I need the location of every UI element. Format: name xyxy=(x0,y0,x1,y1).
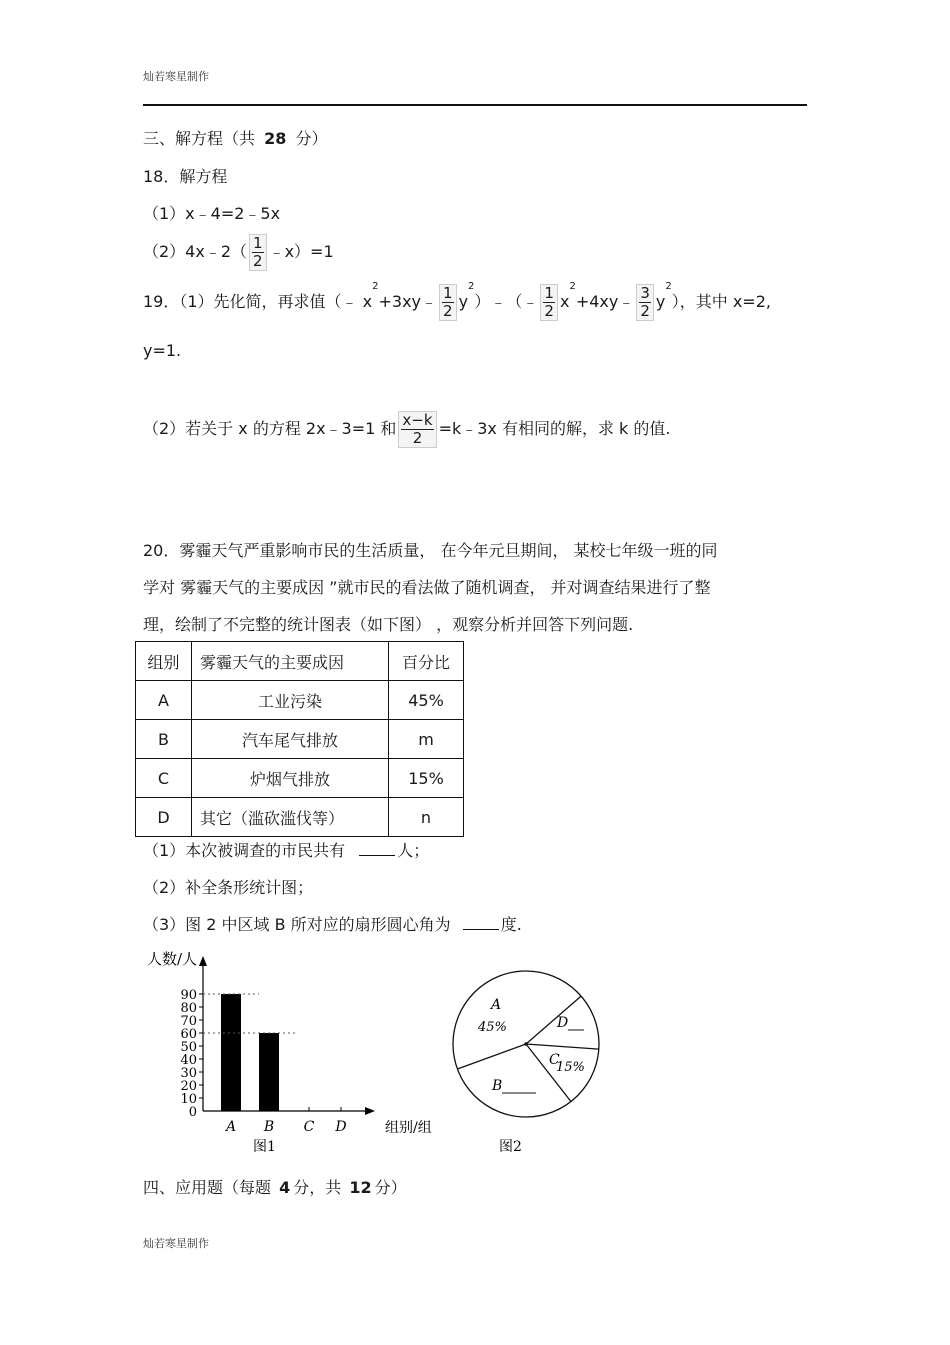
y-tick-label: 0 xyxy=(188,1105,197,1120)
fraction-denominator: 2 xyxy=(544,302,554,320)
fraction-denominator: 2 xyxy=(443,302,453,320)
q19-fraction-1 xyxy=(439,284,457,321)
fraction-numerator: 1 xyxy=(443,284,453,302)
superscript: 2 xyxy=(372,281,379,292)
q19-text-h: ），其中 x=2, xyxy=(671,292,771,311)
page-footer: 灿若寒星制作 xyxy=(143,1237,209,1250)
bar-chart xyxy=(147,950,432,1154)
pie-label-c: C xyxy=(549,1052,560,1068)
table-cell: n xyxy=(389,798,464,837)
q20-sub1-end: 人； xyxy=(397,841,430,860)
fraction-denominator: 2 xyxy=(253,252,263,270)
q20-line3: 理，绘制了不完整的统计图表（如下图） ，观察分析并回答下列问题. xyxy=(143,615,634,634)
section-4-text-c: 分） xyxy=(374,1178,407,1197)
table-cell: B xyxy=(136,720,192,759)
table-row xyxy=(136,759,464,798)
y-tick-label: 70 xyxy=(180,1014,197,1029)
x-category-label: C xyxy=(303,1119,315,1135)
q19-part1 xyxy=(143,281,771,321)
section-4-text-a: 四、应用题（每题 xyxy=(143,1178,272,1197)
x-axis-label: 组别/组 xyxy=(385,1120,432,1136)
q19-part2-fraction xyxy=(398,411,436,448)
table-cell: 炉烟气排放 xyxy=(192,759,389,798)
table-cell: D xyxy=(136,798,192,837)
pie-radius xyxy=(526,996,581,1044)
q19-fraction-2 xyxy=(540,284,558,321)
fraction-numerator: x−k xyxy=(402,411,433,429)
x-category-label: D xyxy=(335,1119,347,1135)
figure-2-caption: 图2 xyxy=(499,1139,522,1154)
cause-table xyxy=(135,641,464,837)
fraction-numerator: 1 xyxy=(253,234,263,252)
figure-1-caption: 图1 xyxy=(253,1139,276,1154)
q19-text-d: ）﹣（﹣ xyxy=(474,292,539,311)
q19-text-c: y xyxy=(458,292,469,311)
bar-A xyxy=(221,994,241,1111)
section-4-points-each: 4 xyxy=(279,1178,291,1197)
pie-center xyxy=(524,1042,528,1046)
x-category-label: B xyxy=(263,1119,275,1135)
q20-sub3-end: 度. xyxy=(500,915,522,934)
table-row xyxy=(136,720,464,759)
y-tick-label: 20 xyxy=(180,1079,197,1094)
header-rule xyxy=(143,104,807,106)
q19-part2-text-a: （2）若关于 x 的方程 2x﹣3=1 和 xyxy=(143,419,397,438)
fraction-denominator: 2 xyxy=(412,429,423,447)
page-header: 灿若寒星制作 xyxy=(143,70,209,83)
pie-label-b: B xyxy=(492,1078,503,1094)
y-tick-label: 40 xyxy=(180,1053,197,1068)
y-tick-label: 60 xyxy=(180,1027,197,1042)
pie-chart xyxy=(453,971,599,1154)
pie-label-d: D xyxy=(557,1015,569,1031)
section-3-points: 28 xyxy=(264,129,287,148)
q20-sub1 xyxy=(143,838,429,861)
answer-blank xyxy=(359,843,395,856)
q18-part2-text-a: （2）4x﹣2（ xyxy=(143,242,248,261)
q19-line2: y=1. xyxy=(143,341,182,360)
answer-blank xyxy=(463,917,499,930)
y-tick-label: 50 xyxy=(180,1040,197,1055)
q18-title: 18．解方程 xyxy=(143,167,228,186)
pie-label-a-pct: 45% xyxy=(478,1020,507,1035)
q18-part2-text-b: ﹣x）=1 xyxy=(268,242,334,261)
y-tick-label: 90 xyxy=(180,988,197,1003)
y-tick-label: 80 xyxy=(180,1001,197,1016)
table-cell: A xyxy=(136,681,192,720)
table-cell: C xyxy=(136,759,192,798)
y-tick-label: 30 xyxy=(180,1066,197,1081)
q19-fraction-3 xyxy=(636,284,654,321)
q19-text-e: x xyxy=(559,292,570,311)
fraction-numerator: 1 xyxy=(544,284,554,302)
q18-part2 xyxy=(143,234,334,271)
table-header-cell: 雾霾天气的主要成因 xyxy=(192,642,389,681)
table-header-cell: 百分比 xyxy=(389,642,464,681)
superscript: 2 xyxy=(468,281,475,292)
superscript: 2 xyxy=(569,281,576,292)
q20-sub2: （2）补全条形统计图； xyxy=(143,878,314,897)
y-tick-label: 10 xyxy=(180,1092,197,1107)
q19-part2-text-b: =k﹣3x 有相同的解，求 k 的值. xyxy=(438,419,671,438)
section-4-text-b: 分，共 xyxy=(293,1178,342,1197)
x-axis-arrow xyxy=(365,1107,375,1115)
x-category-label: A xyxy=(225,1119,237,1135)
table-cell: 汽车尾气排放 xyxy=(192,720,389,759)
table-row xyxy=(136,798,464,837)
q19-part2 xyxy=(143,411,671,448)
figures-svg xyxy=(145,948,600,1154)
y-axis-label: 人数/人 xyxy=(147,950,198,968)
table-row xyxy=(136,681,464,720)
q19-text-a: 19．（1）先化简，再求值（﹣ x xyxy=(143,292,373,311)
section-4-points-total: 12 xyxy=(349,1178,372,1197)
superscript: 2 xyxy=(665,281,672,292)
y-axis-arrow xyxy=(199,956,207,966)
table-cell: 45% xyxy=(389,681,464,720)
section-3-title xyxy=(143,126,327,149)
table-cell: m xyxy=(389,720,464,759)
table-cell: 15% xyxy=(389,759,464,798)
q20-line2: 学对 雾霾天气的主要成因 ”就市民的看法做了随机调查， 并对调查结果进行了整 xyxy=(143,578,711,597)
fraction-numerator: 3 xyxy=(640,284,650,302)
fraction-denominator: 2 xyxy=(640,302,650,320)
pie-label-c-pct: 15% xyxy=(556,1060,585,1075)
q20-sub3-text: （3）图 2 中区域 B 所对应的扇形圆心角为 xyxy=(143,915,451,934)
q20-sub3 xyxy=(143,912,522,935)
q20-sub1-text: （1）本次被调查的市民共有 xyxy=(143,841,346,860)
q18-part1: （1）x﹣4=2﹣5x xyxy=(143,204,281,223)
table-cell: 其它（滥砍滥伐等） xyxy=(192,798,389,837)
pie-label-a: A xyxy=(491,997,502,1013)
pie-radius xyxy=(526,1044,599,1049)
q19-text-g: y xyxy=(655,292,666,311)
table-cell: 工业污染 xyxy=(192,681,389,720)
section-3-title-text: 三、解方程（共 xyxy=(143,129,256,148)
bar-B xyxy=(259,1033,279,1111)
section-4-title xyxy=(143,1175,407,1198)
q19-text-f: +4xy﹣ xyxy=(575,292,635,311)
table-header-cell: 组别 xyxy=(136,642,192,681)
q20-line1: 20．雾霾天气严重影响市民的生活质量， 在今年元旦期间， 某校七年级一班的同 xyxy=(143,541,718,560)
q18-fraction xyxy=(249,234,267,271)
section-3-title-end: 分） xyxy=(295,129,328,148)
q19-text-b: +3xy﹣ xyxy=(378,292,438,311)
pie-radius xyxy=(457,1044,526,1069)
figure-panel xyxy=(145,948,600,1154)
table-header-row xyxy=(136,642,464,681)
